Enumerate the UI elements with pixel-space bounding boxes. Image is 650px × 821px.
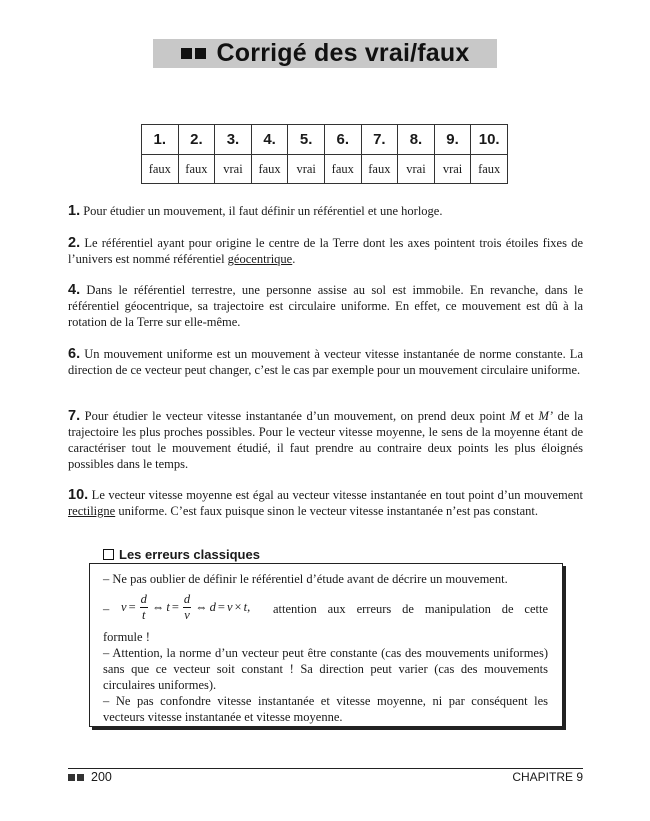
footer-divider	[68, 768, 583, 769]
point-m: M	[509, 409, 521, 423]
formula-t: t	[166, 600, 170, 614]
item-text: de la trajectoire les plus proches possibles. Pour le vecteur vitesse moyenne, le sens de la moyenne étant de caractériser tout le mouvement étudié, il faut prendre au contraire deux points les plus éloignés possibles dans le temps.	[68, 409, 584, 471]
page-title-text: Corrigé des vrai/faux	[216, 39, 470, 67]
question-number: 8.	[398, 125, 435, 155]
point-m-prime: M’	[538, 409, 554, 423]
item-text: Pour étudier un mouvement, il faut définir un référentiel et une horloge.	[80, 204, 443, 218]
formula-equals: =	[217, 600, 225, 614]
correction-item-10	[68, 487, 583, 519]
item-text: Pour étudier le vecteur vitesse instantanée d’un mouvement, on prend deux point	[80, 409, 510, 423]
error-item: – Attention, la norme d’un vecteur peut être constante (cas des mouvements uniformes) sans que ce vecteur soit constant ! Sa direction peut varier (cas des mouvements circulaires uniformes).	[103, 646, 548, 692]
correction-item-7	[68, 408, 583, 472]
item-number: 2.	[68, 235, 81, 251]
formula-equals: =	[128, 600, 136, 614]
frac-numerator: d	[140, 591, 147, 606]
correction-item-2	[68, 235, 583, 267]
formula-equiv: ⇔	[195, 600, 208, 614]
footer-chapter: CHAPITRE 9	[512, 770, 583, 784]
correction-item-4	[68, 282, 583, 330]
underlined-term: géocentrique	[227, 252, 293, 266]
answer-table-numbers-row	[142, 125, 508, 155]
fraction-d-over-v	[183, 592, 191, 623]
underlined-term: rectiligne	[68, 504, 116, 518]
footer-squares-icon	[68, 774, 86, 781]
question-number: 4.	[251, 125, 288, 155]
question-number: 7.	[361, 125, 398, 155]
formula-dash: –	[103, 602, 110, 616]
errors-heading-text: Les erreurs classiques	[119, 547, 260, 562]
error-item: – Ne pas confondre vitesse instantanée et vitesse moyenne, ni par conséquent les vecteurs vitesse instantanée et vitesse moyenne.	[103, 694, 548, 724]
item-number: 1.	[68, 203, 81, 219]
formula-comma: ,	[247, 600, 251, 614]
item-text-end: .	[292, 252, 296, 266]
answer-table	[141, 124, 508, 184]
item-text: Dans le référentiel terrestre, une personne assise au sol est immobile. En revanche, dans le référentiel géocentrique, sa trajectoire est circulaire uniforme. En effet, ce mouvement est dû à la rotation de la Terre sur elle-même.	[68, 283, 583, 329]
error-item: – Ne pas oublier de définir le référentiel d’étude avant de décrire un mouvement.	[103, 572, 508, 586]
item-text: Un mouvement uniforme est un mouvement à vecteur vitesse instantanée de norme constante. La direction de ce vecteur peut changer, c’est le cas par exemple pour un mouvement circulaire uniforme.	[68, 347, 583, 377]
answer-value: faux	[361, 155, 398, 184]
formula-equiv: ⇔	[151, 600, 165, 614]
item-text: et	[520, 409, 539, 423]
question-number: 9.	[434, 125, 471, 155]
answer-table-values-row	[142, 155, 508, 184]
answer-value: vrai	[434, 155, 471, 184]
formula-line	[103, 589, 548, 629]
formula-v: v	[226, 600, 233, 614]
question-number: 6.	[324, 125, 361, 155]
question-number: 1.	[142, 125, 179, 155]
frac-numerator: d	[183, 591, 191, 606]
item-text: Le référentiel ayant pour origine le centre de la Terre dont les axes pointent trois étoiles fixes de l’univers est nommé référentiel	[68, 236, 583, 266]
answer-value: faux	[142, 155, 179, 184]
item-text-end: uniforme. C’est faux puisque sinon le vecteur vitesse instantanée n’est pas constant.	[115, 504, 539, 518]
formula-v: v	[121, 600, 127, 614]
answer-value: faux	[471, 155, 508, 184]
formula-times: ×	[234, 600, 242, 614]
answer-value: vrai	[215, 155, 252, 184]
frac-denominator: v	[184, 607, 190, 622]
answer-value: faux	[178, 155, 215, 184]
checkbox-icon	[103, 549, 114, 560]
footer-page-number	[68, 770, 112, 784]
answer-value: vrai	[398, 155, 435, 184]
speed-formula	[121, 589, 250, 625]
fraction-d-over-t	[140, 592, 148, 623]
formula-equals: =	[171, 600, 179, 614]
formula-tail-text: attention aux erreurs de manipulation de cette	[273, 602, 548, 616]
correction-item-6	[68, 346, 583, 378]
page-title	[153, 39, 497, 68]
answer-value: faux	[251, 155, 288, 184]
correction-item-1	[68, 203, 583, 219]
formula-continuation: formule !	[103, 630, 150, 644]
question-number: 3.	[215, 125, 252, 155]
title-squares-icon	[181, 48, 209, 59]
item-number: 6.	[68, 346, 81, 362]
item-number: 4.	[68, 282, 81, 298]
item-text: Le vecteur vitesse moyenne est égal au vecteur vitesse instantanée en tout point d’un mouvement	[88, 488, 583, 502]
frac-denominator: t	[142, 607, 146, 622]
item-number: 7.	[68, 408, 81, 424]
item-number: 10.	[68, 487, 89, 503]
formula-d: d	[209, 600, 216, 614]
answer-value: vrai	[288, 155, 325, 184]
answer-value: faux	[324, 155, 361, 184]
errors-box	[89, 563, 563, 727]
page-number: 200	[91, 770, 112, 784]
formula-t: t	[243, 600, 248, 614]
errors-heading	[103, 547, 260, 562]
question-number: 10.	[471, 125, 508, 155]
question-number: 2.	[178, 125, 215, 155]
question-number: 5.	[288, 125, 325, 155]
